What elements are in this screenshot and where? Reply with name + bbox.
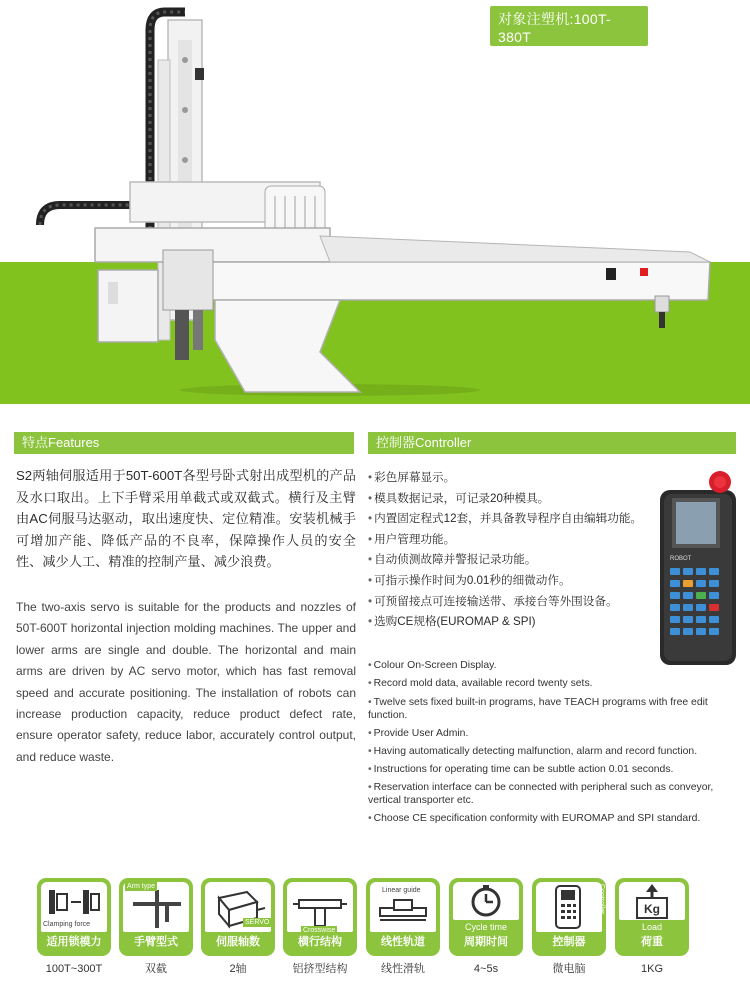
controller-english-list (368, 659, 728, 831)
spec-values-row (0, 962, 750, 976)
list-item: • 内置固定程式12套，并具备教导程序自由编辑功能。 (368, 512, 643, 526)
arm-type-label: 手臂型式 (134, 936, 178, 948)
cycle-time-icon (453, 882, 519, 920)
features-heading: 特点Features (22, 435, 100, 450)
linear-guide-label: 线性轨道 (381, 936, 425, 948)
hero-banner (0, 0, 750, 404)
load-unit: Kg (644, 902, 660, 916)
list-item: • 选购CE规格(EUROMAP & SPI) (368, 615, 536, 629)
list-item: • Provide User Admin. (368, 727, 469, 739)
list-item: • Record mold data, available record twenty sets. (368, 678, 593, 690)
controller-chinese-list (368, 468, 668, 633)
features-english-paragraph: The two-axis servo is suitable for the products and nozzles of 50T-600T horizontal injection molding machines. The upper and lower arms are single and double. The horizontal and main arms are driven by AC servo motor, which has fast removal speed and accurate positioning. The installation of robots can increase production capacity, reduce product defect rate, ensure operator safety, reduce labor, accurately control output, and reduce waste. (16, 600, 356, 764)
crosswise-label: 横行结构 (298, 936, 342, 948)
list-item: • Colour On-Screen Display. (368, 660, 497, 671)
spec-tile-controller (532, 878, 606, 956)
cycle-time-en: Cycle time (464, 922, 507, 932)
features-heading-bar (14, 432, 354, 454)
servo-label: 伺服轴数 (216, 936, 260, 948)
controller-heading: 控制器Controller (376, 435, 472, 450)
list-item: • 可预留接点可连接输送带、承接台等外围设备。 (368, 594, 618, 608)
spec-tile-clamping-force (37, 878, 111, 956)
spec-tiles-row (0, 878, 750, 958)
list-item: • Choose CE specification conformity with EUROMAP and SPI standard. (368, 813, 701, 825)
spec-tile-arm-type (119, 878, 193, 956)
load-en: Load (641, 922, 663, 932)
spec-tile-crosswise (283, 878, 357, 956)
list-item: • 用户管理功能。 (368, 532, 456, 546)
controller-label: 控制器 (552, 936, 586, 948)
list-item: • 彩色屏幕显示。 (368, 471, 456, 484)
spec-tile-cycle-time (449, 878, 523, 956)
controller-icon (536, 882, 602, 932)
badge-title: 对象注塑机:100T-380T (498, 11, 611, 45)
crosswise-value: 铝挤型结构 (292, 963, 348, 975)
robot-arm-illustration (0, 0, 750, 404)
load-weight-icon (619, 882, 685, 920)
cycle-time-value: 4~5s (473, 963, 499, 975)
controller-heading-bar (368, 432, 736, 454)
recommended-imm-badge (490, 6, 648, 54)
arm-type-value: 双截 (145, 963, 167, 975)
clamping-force-en: Clamping force (43, 921, 91, 928)
teach-pendant-image (658, 468, 740, 668)
linear-guide-en: Linear guide (382, 887, 421, 894)
controller-value: 微电脑 (552, 963, 586, 975)
list-item: • Having automatically detecting malfunction, alarm and record function. (368, 745, 698, 757)
features-chinese-paragraph: S2两轴伺服适用于50T-600T各型号卧式射出成型机的产品及水口取出。上下手臂采用单截式或双截式。横行及主臂由AC伺服马达驱动，取出速度快、定位精准。安装机械手可增加产能、降低产品的不良率，保障操作人员的安全性、减少人工、精准的控制产量、减少浪费。 (16, 468, 356, 570)
list-item: • 模具数据记录，可记录20种模具。 (368, 491, 550, 505)
spec-tile-linear-guide (366, 878, 440, 956)
spec-tile-servo (201, 878, 275, 956)
servo-en: SERVO (245, 919, 270, 926)
list-item: • 自动侦测故障并警报记录功能。 (368, 553, 537, 567)
crosswise-en: Crosswise (303, 927, 336, 934)
list-item: • 可指示操作时间为0.01秒的细微动作。 (368, 573, 571, 587)
load-value: 1KG (640, 963, 663, 975)
clamping-force-label: 适用锁模力 (46, 936, 102, 948)
badge-subtitle: RecommendedI.M.M (498, 47, 559, 54)
servo-value: 2轴 (229, 963, 247, 975)
linear-guide-value: 线性滑轨 (381, 963, 425, 975)
spec-tile-load (615, 878, 689, 956)
list-item: • Instructions for operating time can be subtle action 0.01 seconds. (368, 764, 674, 776)
crosswise-structure-icon (287, 882, 353, 932)
controller-en: Controller (598, 884, 605, 915)
load-label: 荷重 (641, 936, 663, 948)
list-item: • Reservation interface can be connected with peripheral such as conveyor, vertical transporter etc. (368, 782, 714, 807)
pendant-brand: ROBOT (670, 556, 692, 562)
clamping-force-value: 100T~300T (45, 963, 103, 975)
arm-type-en: Arm type (127, 883, 156, 890)
cycle-time-label: 周期时间 (464, 936, 508, 948)
list-item: • Twelve sets fixed built-in programs, have TEACH programs with free edit function. (368, 696, 708, 721)
